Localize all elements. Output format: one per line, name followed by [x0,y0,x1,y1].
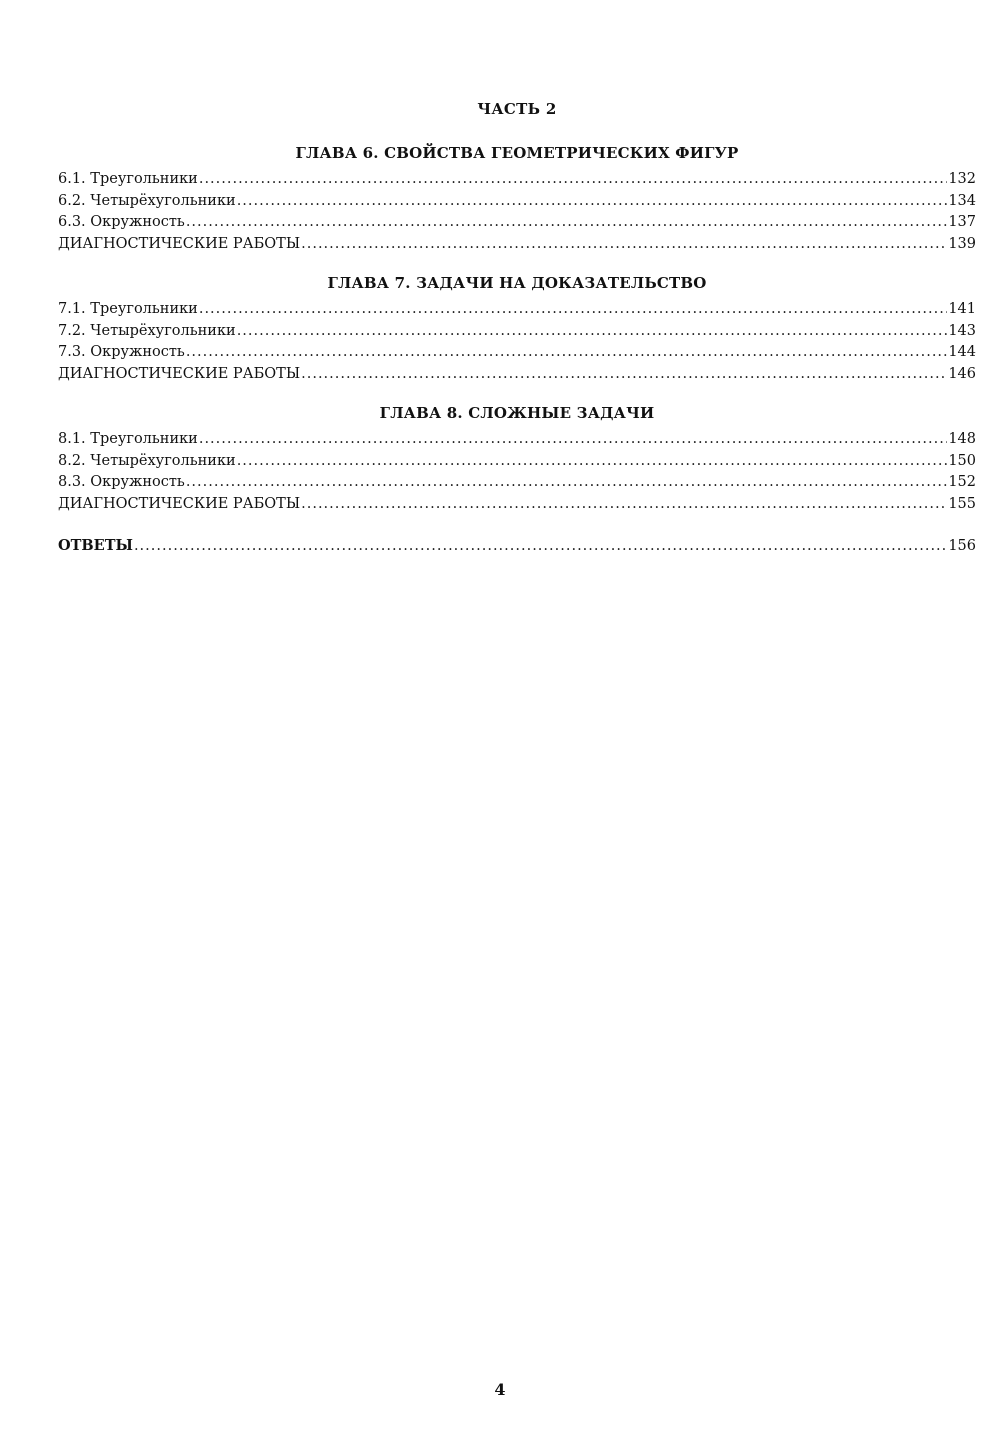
toc-entry[interactable] [58,429,976,451]
dot-leader [301,364,947,386]
toc-entry-page: 156 [948,538,976,554]
toc-entry-page: 150 [948,452,976,469]
toc-entry-page: 143 [948,322,976,339]
toc-entry-label: ОТВЕТЫ [58,537,133,554]
toc-entry-label: 8.1. Треугольники [58,431,198,447]
dot-leader [301,234,947,256]
dot-leader [134,536,947,558]
part-title: ЧАСТЬ 2 [477,100,557,118]
toc-entry-page: 155 [948,495,976,512]
dot-leader [301,494,947,516]
toc-entry-answers[interactable] [58,535,976,557]
toc-entry[interactable] [58,494,976,516]
dot-leader [186,212,948,234]
dot-leader [199,169,947,191]
toc-entry[interactable] [58,321,976,343]
toc-entry[interactable] [58,472,976,494]
dot-leader [199,299,947,321]
toc-entry-label: 7.2. Четырёхугольники [58,322,236,339]
chapter-6 [58,143,976,255]
toc-entry-page: 144 [948,344,976,360]
toc-entry-label: 7.1. Треугольники [58,301,198,317]
chapter-title: ГЛАВА 8. СЛОЖНЫЕ ЗАДАЧИ [379,404,655,422]
toc-entry-label: 6.2. Четырёхугольники [58,192,236,209]
toc-entry[interactable] [58,299,976,321]
chapter-8 [58,403,976,515]
answers-section [58,535,976,557]
toc-entry-label: ДИАГНОСТИЧЕСКИЕ РАБОТЫ [58,495,301,512]
chapter-title: ГЛАВА 7. ЗАДАЧИ НА ДОКАЗАТЕЛЬСТВО [327,274,707,292]
toc-entry-label: ДИАГНОСТИЧЕСКИЕ РАБОТЫ [58,235,301,252]
toc-entry-page: 139 [948,235,976,252]
toc-entry-label: 8.2. Четырёхугольники [58,452,236,469]
dot-leader [186,472,948,494]
toc-entry[interactable] [58,169,976,191]
dot-leader [237,321,948,343]
toc-entry[interactable] [58,342,976,364]
toc-entry[interactable] [58,191,976,213]
toc-entry[interactable] [58,451,976,473]
toc-entry-label: 8.3. Окружность [58,474,185,490]
dot-leader [199,429,947,451]
toc-entry-label: ДИАГНОСТИЧЕСКИЕ РАБОТЫ [58,365,301,382]
toc-entry-label: 6.3. Окружность [58,214,185,230]
toc-entry-page: 132 [948,171,976,187]
chapter-title: ГЛАВА 6. СВОЙСТВА ГЕОМЕТРИЧЕСКИХ ФИГУР [295,144,739,162]
toc-entry-page: 148 [948,431,976,447]
toc-entry-page: 137 [948,214,976,230]
dot-leader [186,342,948,364]
dot-leader [237,191,948,213]
dot-leader [237,451,948,473]
toc-entry[interactable] [58,364,976,386]
toc-entry-page: 146 [948,365,976,382]
page-number: 4 [494,1380,506,1399]
toc-entry-label: 7.3. Окружность [58,344,185,360]
toc-entry-label: 6.1. Треугольники [58,171,198,187]
toc-entry[interactable] [58,212,976,234]
toc-entry[interactable] [58,234,976,256]
toc-entry-page: 134 [948,192,976,209]
toc-entry-page: 152 [948,474,976,490]
toc-entry-page: 141 [948,301,976,317]
chapter-7 [58,273,976,385]
